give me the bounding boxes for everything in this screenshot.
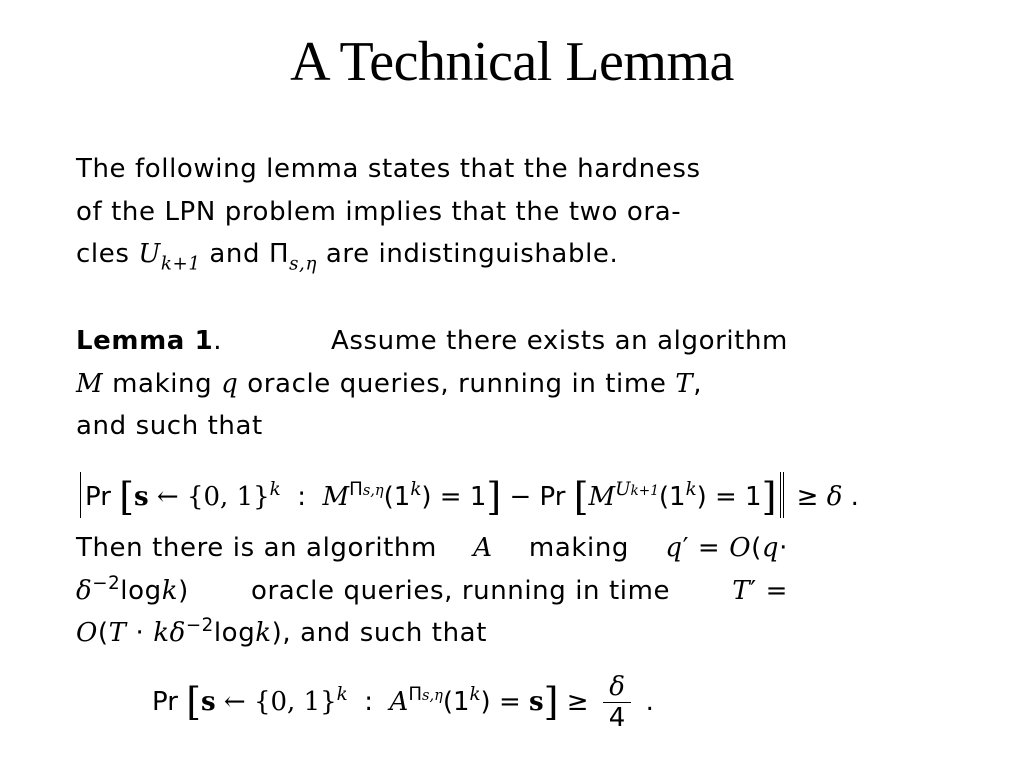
intro-line-2: of the LPN problem implies that the two ora- — [76, 196, 682, 227]
then-line-1 — [76, 527, 788, 570]
lemma-line-1-text: Assume there exists an algorithm — [330, 326, 788, 356]
lemma-line-1: Lemma 1. Assume there exists an algorithm — [76, 320, 788, 363]
then-line-2 — [76, 570, 788, 613]
intro-word-cles: cles — [76, 239, 130, 269]
intro-word-indisting: are indistinguishable. — [325, 239, 619, 269]
oracle-pi-symbol: $\Pi_{s,\eta}$ — [268, 239, 317, 275]
lemma-making: making — [112, 368, 213, 399]
success-formula: Pr [s ← {0, 1}$^k$ : $A^{\Pi s,\eta}(1^k) = s$] ≥ $\frac{\delta}{4}$ . — [152, 672, 654, 733]
lemma-line-2: M making q oracle queries, running in time T, — [76, 368, 703, 399]
then-line-3 — [76, 612, 788, 655]
conclusion-paragraph — [76, 527, 788, 655]
time-expr: $O(T \cdot k\delta^{-2}\log k)$, — [76, 615, 292, 648]
q-prime-expr: q′ = O(q· — [665, 533, 788, 563]
pr-label-3: Pr — [152, 687, 178, 717]
intro-line-1: The following lemma states that the hardness — [76, 154, 701, 184]
delta-log-expr: $\delta^{-2}\log k$) — [76, 572, 189, 606]
oracle-u-symbol: $U_{k+1}$ — [138, 239, 201, 275]
then-making: making — [528, 533, 630, 563]
lemma-line-3: and such that — [76, 411, 263, 441]
lemma-paragraph — [76, 320, 788, 448]
lemma-oracle-queries: oracle queries, running in time — [247, 368, 667, 399]
log-label-2: log — [213, 618, 256, 648]
then-such-that: and such that — [300, 618, 487, 648]
q-symbol: q — [221, 368, 239, 399]
then-text-1: Then there is an algorithm — [76, 533, 437, 563]
intro-line-3 — [76, 233, 788, 276]
intro-word-and: and — [209, 239, 261, 269]
then-oracle-queries: oracle queries, running in time — [250, 575, 671, 606]
advantage-formula: Pr [s ← {0, 1}$^k$ : $M^{\Pi s,\eta}(1^k) = 1] - Pr$ $[M^{Uk+1}(1^k) = 1] \ge \delta$ . — [76, 472, 859, 518]
t-prime-expr: T′ = — [732, 575, 788, 606]
lemma-label: Lemma 1 — [76, 326, 214, 356]
intro-paragraph — [76, 148, 788, 276]
algorithm-a-symbol: A — [473, 533, 493, 563]
pr-label-1: Pr — [85, 482, 111, 512]
algorithm-m-symbol: M — [76, 368, 104, 399]
pr-label-2: Pr — [539, 482, 566, 512]
log-label-1: log — [120, 575, 162, 606]
slide-title: A Technical Lemma — [290, 31, 734, 93]
t-symbol: T — [675, 368, 694, 399]
